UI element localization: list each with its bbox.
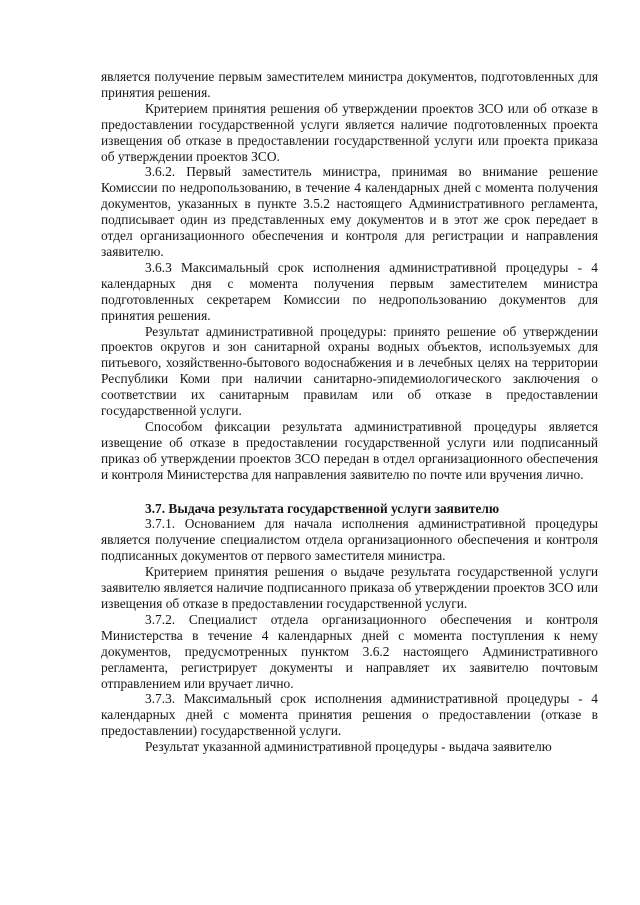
paragraph-decision-criterion: Критерием принятия решения об утверждении проектов ЗСО или об отказе в предоставлении государственной услуги является наличие подготовленных проекта извещения об отказе в предоставлении государственной услуги или проекта приказа об утверждении проектов ЗСО. [101, 100, 598, 164]
paragraph-3-7-2: 3.7.2. Специалист отдела организационного обеспечения и контроля Министерства в течение 4 календарных дней с момента поступления к нему документов, предусмотренных пунктом 3.6.2 настоящего Административного регламента, регистрирует документы и направляет их заявителю почтовым отправлением или вручает лично. [101, 611, 598, 691]
paragraph-3-6-3: 3.6.3 Максимальный срок исполнения административной процедуры - 4 календарных дня с момента получения первым заместителем министра подготовленных секретарем Комиссии по недропользованию документов для принятия решения. [101, 259, 598, 323]
paragraph-issue-criterion: Критерием принятия решения о выдаче результата государственной услуги заявителю является наличие подписанного приказа об утверждении проектов ЗСО или извещения об отказе в предоставлении государственной услуги. [101, 564, 598, 611]
paragraph-3-6-2: 3.6.2. Первый заместитель министра, принимая во внимание решение Комиссии по недропользованию, в течение 4 календарных дней с момента получения документов, указанных в пункте 3.5.2 настоящего Административного регламента, подписывает один из представленных ему документов и в этот же срок передает в отдел организационного обеспечения и контроля для регистрации и направления заявителю. [101, 164, 598, 259]
paragraph-procedure-result: Результат административной процедуры: принято решение об утверждении проектов округов и зон санитарной охраны водных объектов, используемых для питьевого, хозяйственно-бытового водоснабжения и в лечебных целях на территории Республики Коми при наличии санитарно-эпидемиологического заключения о соответствии их санитарным правилам или об отказе в предоставлении государственной услуги. [101, 323, 598, 419]
paragraph-fixation-method: Способом фиксации результата административной процедуры является извещение об отказе в предоставлении государственной услуги или подписанный приказ об утверждении проектов ЗСО передан в отдел организационного обеспечения и контроля Министерства для направления заявителю по почте или вручения лично. [101, 418, 598, 482]
paragraph-3-7-3: 3.7.3. Максимальный срок исполнения административной процедуры - 4 календарных дней с момента принятия решения о предоставлении (отказе в предоставлении) государственной услуги. [101, 691, 598, 739]
paragraph-continuation: является получение первым заместителем министра документов, подготовленных для принятия решения. [101, 69, 598, 100]
paragraph-3-7-1: 3.7.1. Основанием для начала исполнения административной процедуры является получение специалистом отдела организационного обеспечения и контроля подписанных документов от первого заместителя министра. [101, 516, 598, 564]
document-page [101, 69, 598, 755]
paragraph-final-result: Результат указанной административной процедуры - выдача заявителю [145, 739, 552, 755]
section-heading-3-7: 3.7. Выдача результата государственной услуги заявителю [145, 500, 500, 516]
